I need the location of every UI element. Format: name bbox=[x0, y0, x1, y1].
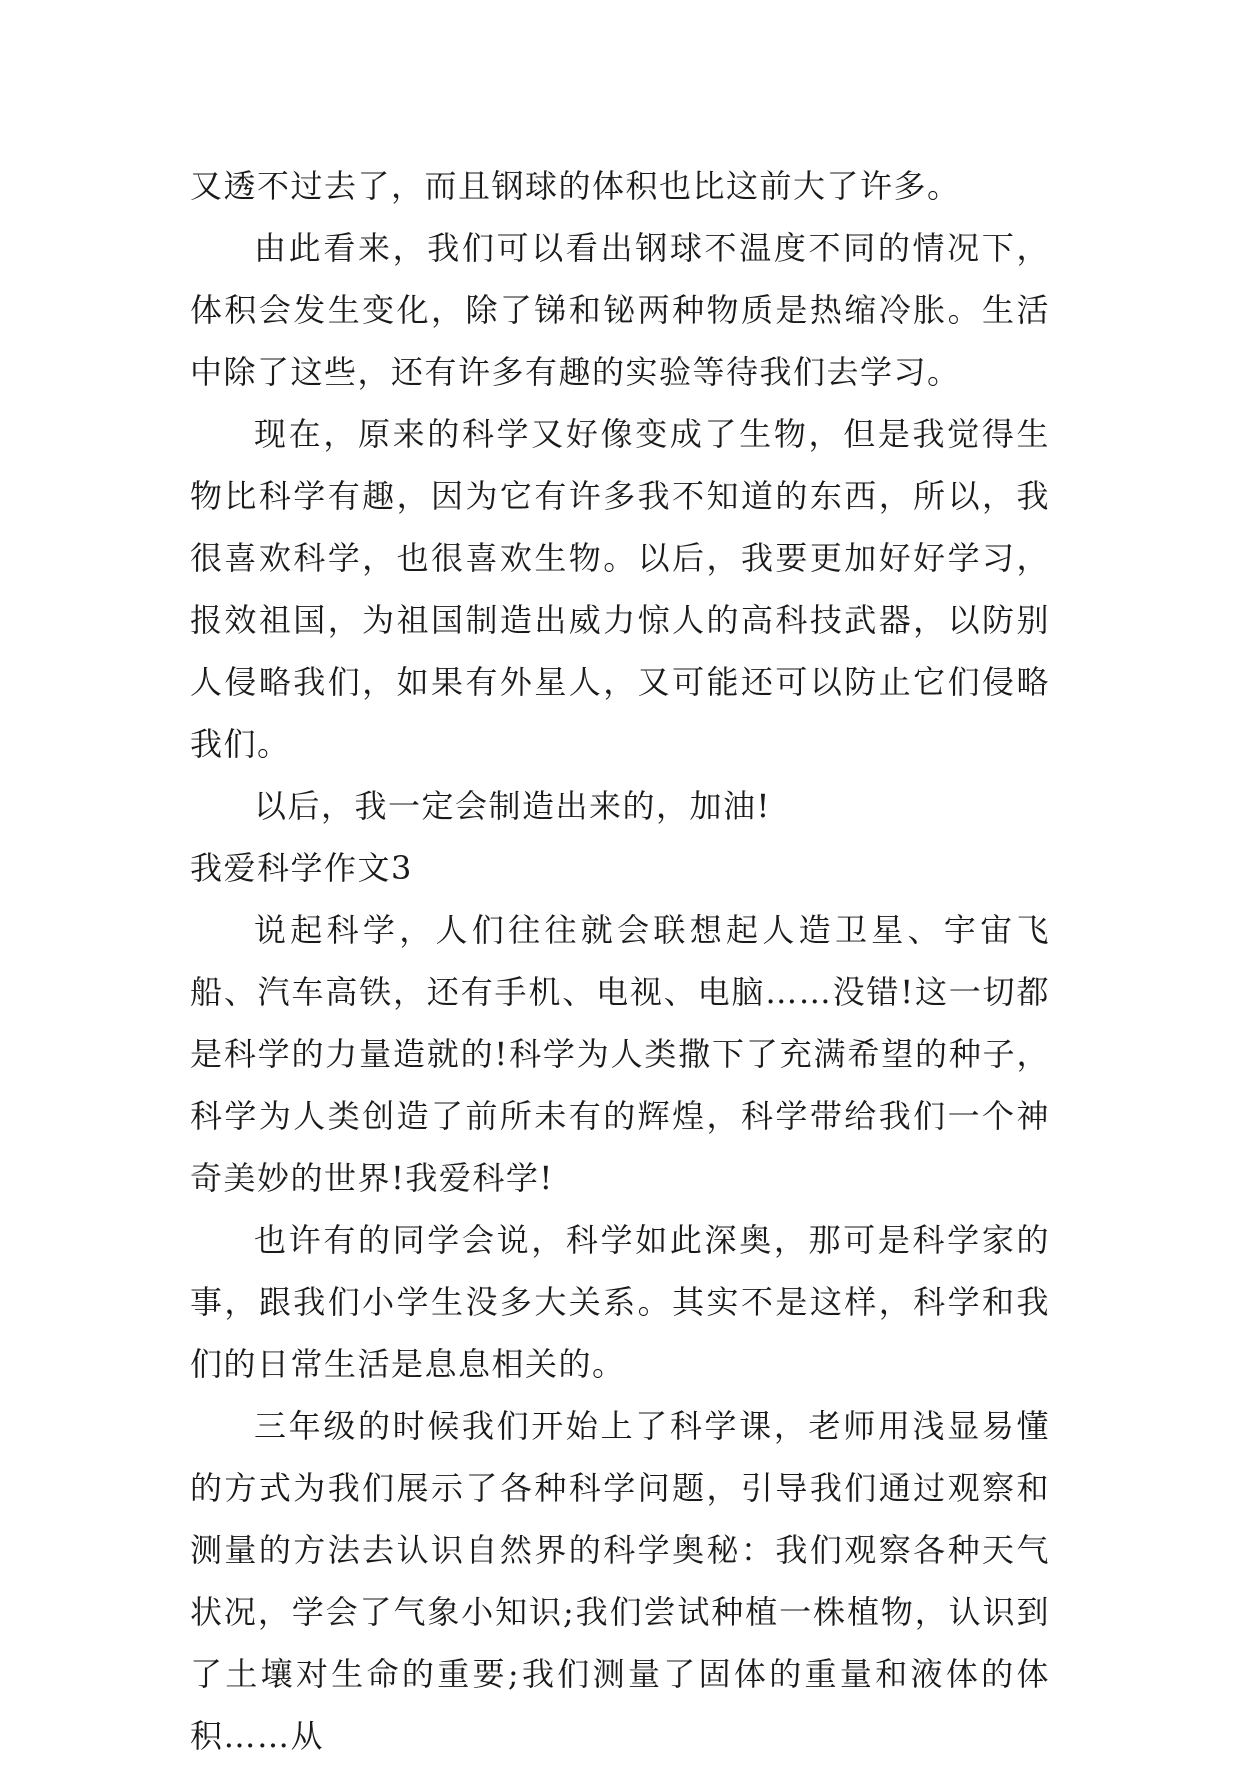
section-heading: 我爱科学作文3 bbox=[190, 849, 413, 887]
paragraph: 又透不过去了，而且钢球的体积也比这前大了许多。 bbox=[190, 167, 961, 205]
paragraph: 三年级的时候我们开始上了科学课，老师用浅显易懂的方式为我们展示了各种科学问题，引导我们通过观察和测量的方法去认识自然界的科学奥秘：我们观察各种天气状况，学会了气象小知识;我们尝试种植一株植物，认识到了土壤对生命的重要;我们测量了固体的重量和液体的体积……从 bbox=[190, 1407, 1050, 1755]
paragraph: 现在，原来的科学又好像变成了生物，但是我觉得生物比科学有趣，因为它有许多我不知道的东西，所以，我很喜欢科学，也很喜欢生物。以后，我要更加好好学习，报效祖国，为祖国制造出威力惊人的高科技武器，以防别人侵略我们，如果有外星人，又可能还可以防止它们侵略我们。 bbox=[190, 415, 1050, 763]
paragraph: 说起科学，人们往往就会联想起人造卫星、宇宙飞船、汽车高铁，还有手机、电视、电脑……没错!这一切都是科学的力量造就的!科学为人类撒下了充满希望的种子，科学为人类创造了前所未有的辉煌，科学带给我们一个神奇美妙的世界!我爱科学! bbox=[190, 911, 1050, 1197]
paragraph: 以后，我一定会制造出来的，加油! bbox=[254, 787, 771, 825]
paragraph: 也许有的同学会说，科学如此深奥，那可是科学家的事，跟我们小学生没多大关系。其实不是这样，科学和我们的日常生活是息息相关的。 bbox=[190, 1221, 1050, 1383]
paragraph: 由此看来，我们可以看出钢球不温度不同的情况下，体积会发生变化，除了锑和铋两种物质是热缩冷胀。生活中除了这些，还有许多有趣的实验等待我们去学习。 bbox=[190, 229, 1050, 391]
document-body bbox=[190, 155, 1050, 1767]
